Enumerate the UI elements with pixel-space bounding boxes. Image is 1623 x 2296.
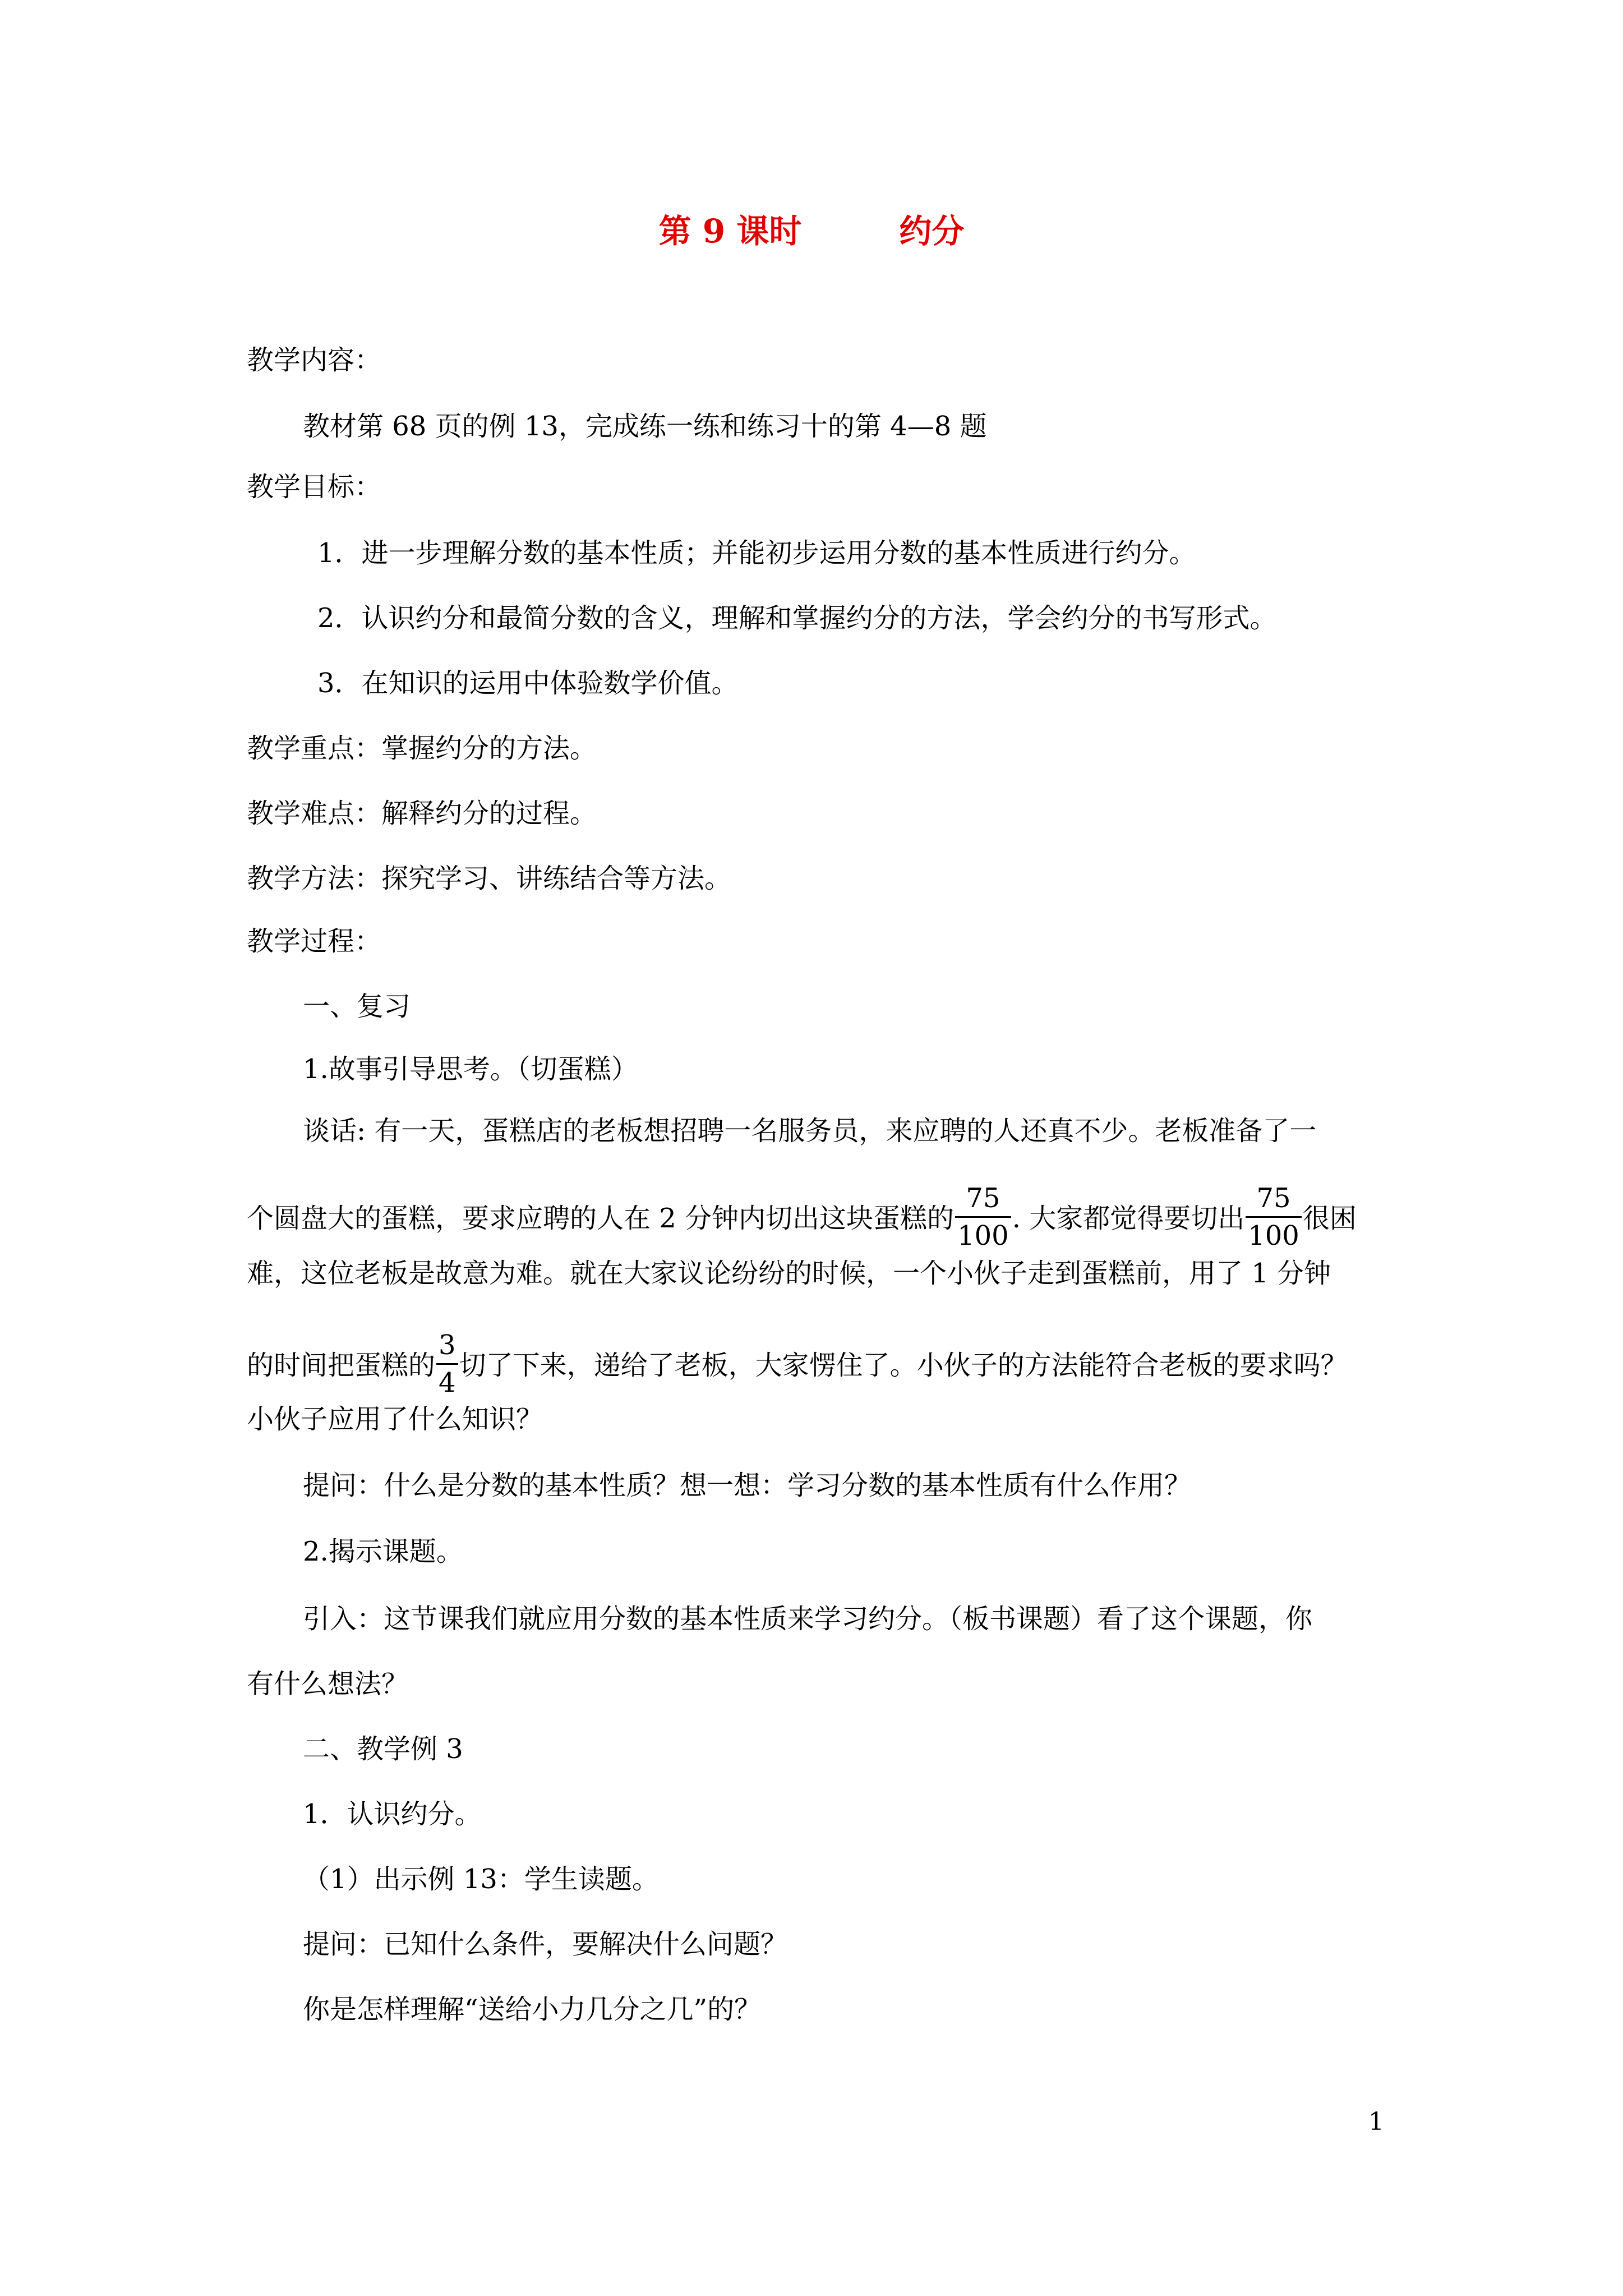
teaching-method: 教学方法：探究学习、讲练结合等方法。 [247,863,732,894]
fraction-numerator: 75 [1256,1182,1291,1214]
paragraph-talk: 谈话: 有一天，蛋糕店的老板想招聘一名服务员，来应聘的人还真不少。老板准备了一 [303,1115,1317,1147]
text-segment: 个圆盘大的蛋糕，要求应聘的人在 2 分钟内切出这块蛋糕的 [247,1203,955,1234]
heading-teaching-goals: 教学目标： [247,471,382,503]
text-segment: . 大家都觉得要切出 [1012,1203,1245,1234]
fraction-75-100 [955,1182,1011,1251]
fraction-3-4 [436,1329,458,1398]
difficult-point: 教学难点：解释约分的过程。 [247,798,597,829]
lesson-title: 第 9 课时 约分 [658,212,965,250]
question-conditions: 提问：已知什么条件，要解决什么问题？ [303,1929,788,1960]
step-show-example: （1）出示例 13：学生读题。 [303,1864,659,1895]
text-segment: 切了下来，递给了老板，大家愣住了。小伙子的方法能符合老板的要求吗？ [459,1350,1348,1381]
page-number: 1 [1368,2108,1384,2136]
heading-teaching-content: 教学内容： [247,344,382,376]
paragraph-intro-line-2: 有什么想法？ [247,1668,409,1700]
key-point: 教学重点：掌握约分的方法。 [247,733,597,764]
fraction-numerator: 3 [439,1329,456,1361]
text-segment: 的时间把蛋糕的 [247,1350,436,1381]
section-review: 一、复习 [303,991,411,1022]
fraction-75-100 [1246,1182,1302,1251]
paragraph-talk-line-5: 小伙子应用了什么知识？ [247,1404,543,1435]
paragraph-talk-line-2 [247,1182,1357,1253]
goal-item-2: 2．认识约分和最简分数的含义，理解和掌握约分的方法，学会约分的书写形式。 [317,602,1277,634]
goal-item-1: 1．进一步理解分数的基本性质；并能初步运用分数的基本性质进行约分。 [317,537,1196,569]
question-basic-property: 提问：什么是分数的基本性质？想一想：学习分数的基本性质有什么作用？ [303,1470,1192,1501]
step-reveal-topic: 2.揭示课题。 [303,1536,463,1567]
step-story: 1.故事引导思考。（切蛋糕） [303,1053,638,1085]
fraction-numerator: 75 [966,1182,1000,1214]
paragraph-talk-line-3: 难，这位老板是故意为难。就在大家议论纷纷的时候，一个小伙子走到蛋糕前，用了 1 分钟 [247,1258,1331,1289]
goal-item-3: 3．在知识的运用中体验数学价值。 [317,668,739,699]
text-segment: 很困 [1302,1203,1357,1234]
paragraph-intro: 引入：这节课我们就应用分数的基本性质来学习约分。（板书课题）看了这个课题，你 [303,1603,1313,1635]
question-understanding: 你是怎样理解“送给小力几分之几”的？ [303,1994,762,2025]
step-recognize: 1．认识约分。 [303,1798,482,1830]
section-example: 二、教学例 3 [303,1733,463,1765]
paragraph-content: 教材第 68 页的例 13，完成练一练和练习十的第 4—8 题 [303,411,987,442]
fraction-denominator: 100 [955,1216,1011,1249]
paragraph-talk-line-4 [247,1329,1348,1400]
fraction-denominator: 100 [1246,1216,1302,1249]
fraction-denominator: 4 [436,1363,458,1396]
heading-teaching-process: 教学过程： [247,926,382,957]
